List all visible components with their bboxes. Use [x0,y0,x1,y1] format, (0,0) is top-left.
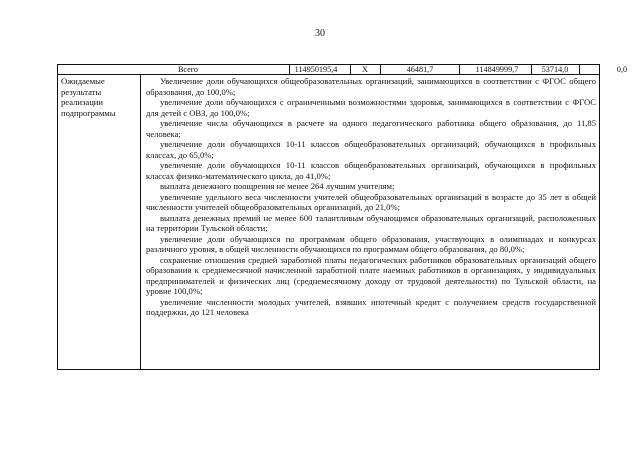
results-content [146,76,596,318]
result-item: увеличение доли обучающихся 10-11 классов общеобразовательных организаций, обучающихся в профильных классах, до 65,0%; [146,139,596,160]
result-item: сохранение отношения средней заработной платы педагогических работников образовательных организаций общего образования к среднемесячной начисленной заработной плате наемных работников в организациях, у индивидуальных предпринимателей и физических лиц (среднемесячному доходу от трудовой деятельности) по Тульской области, на уровне 100,0%; [146,254,596,296]
totals-value-federal: X [362,65,368,74]
totals-value-other: 0,0 [616,65,628,74]
totals-value-regional: 46481,7 [406,65,434,74]
result-item: Увеличение доли обучающихся общеобразовательных организаций, занимающихся в соответствии с ФГОС общего образования, до 100,0%; [146,76,596,97]
result-item: увеличение численности молодых учителей, взявших ипотечный кредит с получением средств государственной поддержки, до 121 человека [146,296,596,317]
result-item: увеличение числа обучающихся в расчете на одного педагогического работника общего образования, до 11,85 человека; [146,118,596,139]
result-item: увеличение доли обучающихся 10-11 классов общеобразовательных организаций, обучающихся в профильных классах физико-математического цикла, до 41,0%; [146,160,596,181]
result-item: увеличение удельного веса численности учителей общеобразовательных организаций в возрасте до 35 лет в общей численности учителей общеобразовательных организаций, до 21,0%; [146,191,596,212]
result-item: выплата денежного поощрения не менее 264 лучшим учителям; [160,181,395,191]
totals-value-total: 114950195,4 [294,65,338,74]
result-item: увеличение доли обучающихся по программам общего образования, участвующих в олимпиадах и конкурсах различного уровня, в общей численности обучающихся по программам общего образования, до 80,0%; [146,233,596,254]
column-divider [140,75,141,369]
results-label: Ожидаемые результаты реализации подпрограммы [61,76,116,118]
results-row [57,74,600,370]
totals-label: Всего [177,65,199,74]
result-item: выплата денежных премий не менее 600 талантливым обучающимся образовательных организаций, расположенных на территории Тульской области; [146,212,596,233]
result-item: увеличение доли обучающихся с ограниченными возможностями здоровья, занимающихся в соответствии с ФГОС для детей с ОВЗ, до 100,0%; [146,97,596,118]
totals-value-local: 114849999,7 [475,65,519,74]
page-number: 30 [315,28,325,39]
totals-value-extrabudget: 53714,0 [541,65,569,74]
